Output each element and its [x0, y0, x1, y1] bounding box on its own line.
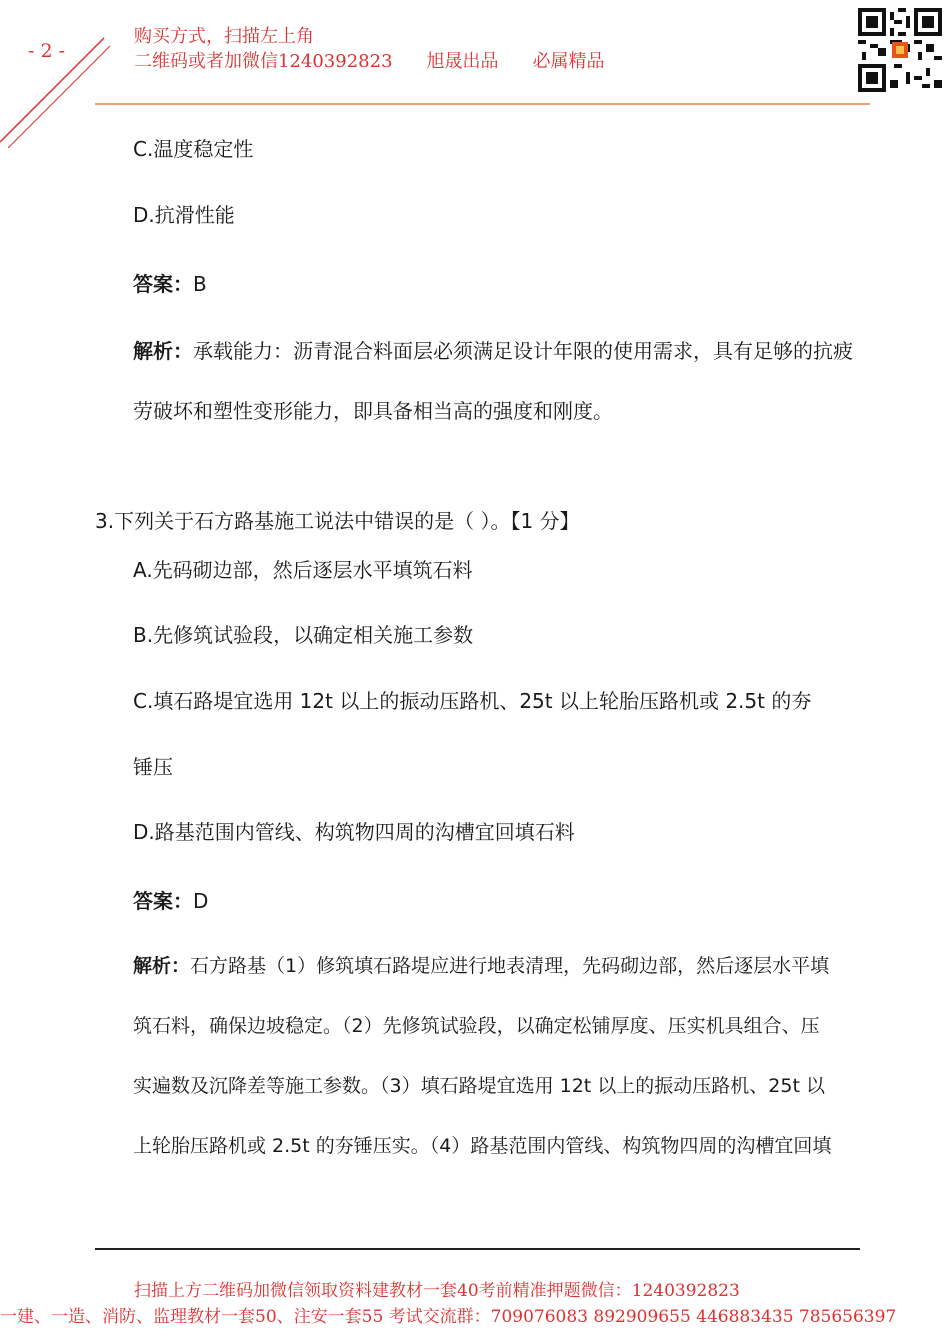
option-c: C.填石路堤宜选用 12t 以上的振动压路机、25t 以上轮胎压路机或 2.5t 的夯 — [133, 689, 812, 713]
option-c-continued: 锤压 — [133, 755, 173, 779]
prev-option-c: C.温度稳定性 — [133, 137, 254, 161]
prev-analysis-line-2: 劳破坏和塑性变形能力，即具备相当高的强度和刚度。 — [133, 399, 613, 423]
promo-slogan: 必属精品 — [532, 51, 605, 72]
promo-line-1: 购买方式，扫描左上角 — [134, 26, 314, 47]
answer — [133, 885, 208, 914]
prev-analysis-line-1 — [133, 335, 853, 364]
analysis-label: 解析： — [133, 955, 191, 977]
footer-promo-line-1: 扫描上方二维码加微信领取资料建教材一套40考前精准押题微信：1240392823 — [134, 1281, 740, 1301]
footer-promo-line-2: 一建、一造、消防、监理教材一套50、注安一套55 考试交流群：709076083 892909655 446883435 785656397 — [0, 1307, 897, 1327]
question-title: 3.下列关于石方路基施工说法中错误的是（ ）。【1 分】 — [95, 509, 580, 533]
answer-label: 答案： — [133, 889, 193, 913]
analysis-line-2: 筑石料，确保边坡稳定。（2）先修筑试验段，以确定松铺厚度、压实机具组合、压 — [133, 1015, 820, 1037]
option-b: B.先修筑试验段，以确定相关施工参数 — [133, 623, 474, 647]
prev-answer-label: 答案： — [133, 272, 193, 296]
analysis-line-3: 实遍数及沉降差等施工参数。（3）填石路堤宜选用 12t 以上的振动压路机、25t 以 — [133, 1075, 825, 1097]
analysis-line-4: 上轮胎压路机或 2.5t 的夯锤压实。（4）路基范围内管线、构筑物四周的沟槽宜回填 — [133, 1135, 832, 1157]
promo-line-2 — [134, 47, 639, 73]
prev-analysis-text: 承载能力：沥青混合料面层必须满足设计年限的使用需求，具有足够的抗疲 — [193, 339, 853, 363]
promo-brand: 旭晟出品 — [426, 51, 499, 72]
qr-code-icon[interactable] — [858, 8, 942, 92]
header-divider — [95, 103, 870, 105]
option-a: A.先码砌边部，然后逐层水平填筑石料 — [133, 558, 473, 582]
page-number: - 2 - — [28, 40, 66, 62]
analysis-line-1 — [133, 951, 829, 978]
footer-divider — [95, 1248, 860, 1250]
prev-analysis-label: 解析： — [133, 339, 193, 363]
promo-wechat: 二维码或者加微信1240392823 — [134, 51, 393, 72]
option-d: D.路基范围内管线、构筑物四周的沟槽宜回填石料 — [133, 820, 575, 844]
answer-value: D — [193, 889, 209, 913]
prev-answer-value: B — [193, 272, 207, 296]
analysis-text: 石方路基（1）修筑填石路堤应进行地表清理，先码砌边部，然后逐层水平填 — [190, 955, 830, 977]
prev-answer — [133, 268, 207, 297]
prev-option-d: D.抗滑性能 — [133, 203, 235, 227]
